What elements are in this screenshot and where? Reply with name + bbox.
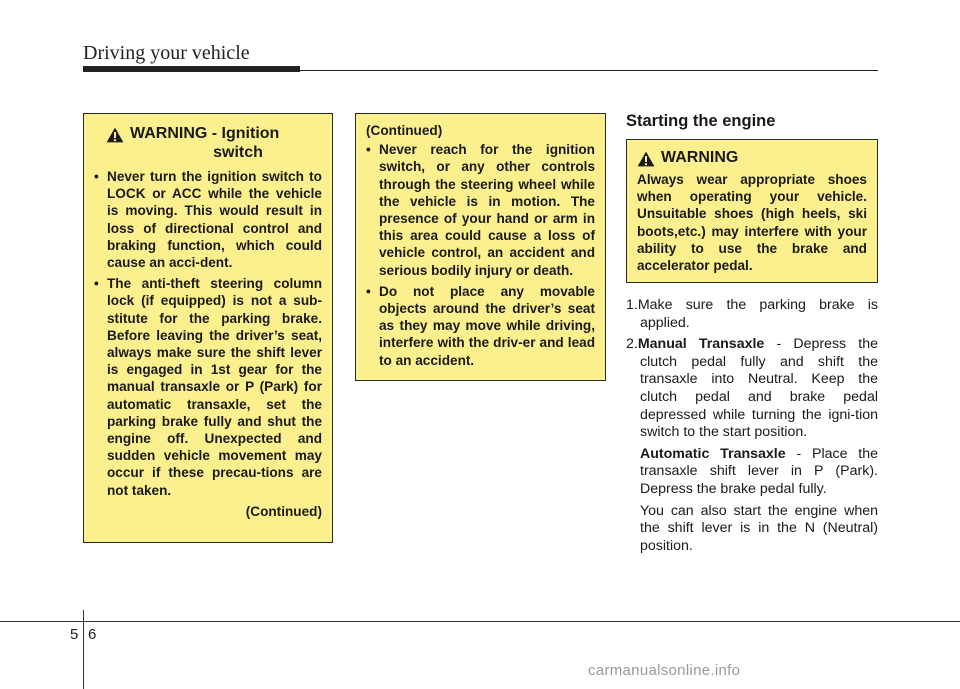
footer-divider: [83, 610, 84, 689]
chapter-number: 5: [70, 626, 79, 643]
warning-triangle-icon: [637, 151, 655, 167]
step-2-note: You can also start the engine when the shift lever is in the N (Neutral) position.: [640, 502, 878, 554]
warning-subtitle-line2: switch: [213, 144, 263, 161]
warning-header: [94, 124, 322, 143]
ignition-warning-continued-box: [355, 113, 606, 381]
continued-label: (Continued): [245, 503, 322, 519]
list-item: • Never turn the ignition switch to LOCK or ACC while the vehicle is moving. This would result in loss of directional control and braking function, which could cause an acci-dent.: [94, 169, 322, 271]
warning-list: [94, 168, 322, 499]
section-title: Starting the engine: [626, 112, 776, 130]
ignition-warning-box: [83, 113, 333, 543]
warning-title: WARNING: [130, 125, 208, 142]
starting-steps: [626, 297, 878, 559]
warning-header: [637, 148, 867, 167]
step-2-automatic: Automatic Transaxle - Place the transaxle shift lever in P (Park). Depress the brake pedal fully.: [640, 445, 878, 497]
watermark: carmanualsonline.info: [588, 662, 741, 679]
list-item: • Never reach for the ignition switch, or any other controls through the steering wheel while the vehicle is in motion. The presence of your hand or arm in this area could cause a loss of vehicle control, an accident and serious bodily injury or death.: [366, 142, 595, 278]
page-number: 6: [88, 626, 97, 643]
step-2: 2.Manual Transaxle - Depress the clutch pedal fully and shift the transaxle into Neutral. Keep the clutch pedal and brake pedal depressed while turning the igni-tion switch to the start position.: [626, 336, 879, 441]
continued-head: (Continued): [366, 123, 443, 138]
header-title: Driving your vehicle: [83, 42, 250, 64]
header-rule-thick: [83, 66, 300, 72]
header-rule-thin: [300, 70, 878, 71]
warning-triangle-icon: [106, 127, 124, 143]
warning-title: WARNING: [661, 149, 739, 166]
warning-subtitle: - Ignition: [207, 125, 280, 142]
warning-body: Always wear appropriate shoes when operating your vehicle. Unsuitable shoes (high heels, ski boots,etc.) may interfere with your ability to use the brake and accelerator pedal.: [637, 172, 867, 274]
list-item: • Do not place any movable objects around the driver’s seat as they may move while driving, interfere with the driv-er and lead to an accident.: [366, 283, 595, 368]
shoes-warning-box: [626, 139, 878, 283]
list-item: • The anti-theft steering column lock (if equipped) is not a sub-stitute for the parking brake. Before leaving the driver’s seat, always make sure the shift lever is engaged in 1st gear for the manual transaxle or P (Park) for automatic transaxle, set the parking brake fully and shut the engine off. Unexpected and sudden vehicle movement may occur if these precau-tions are not taken.: [94, 276, 322, 498]
footer-rule: [0, 621, 960, 622]
warning-list: [366, 141, 595, 369]
step-1: 1.Make sure the parking brake is applied.: [626, 297, 878, 331]
